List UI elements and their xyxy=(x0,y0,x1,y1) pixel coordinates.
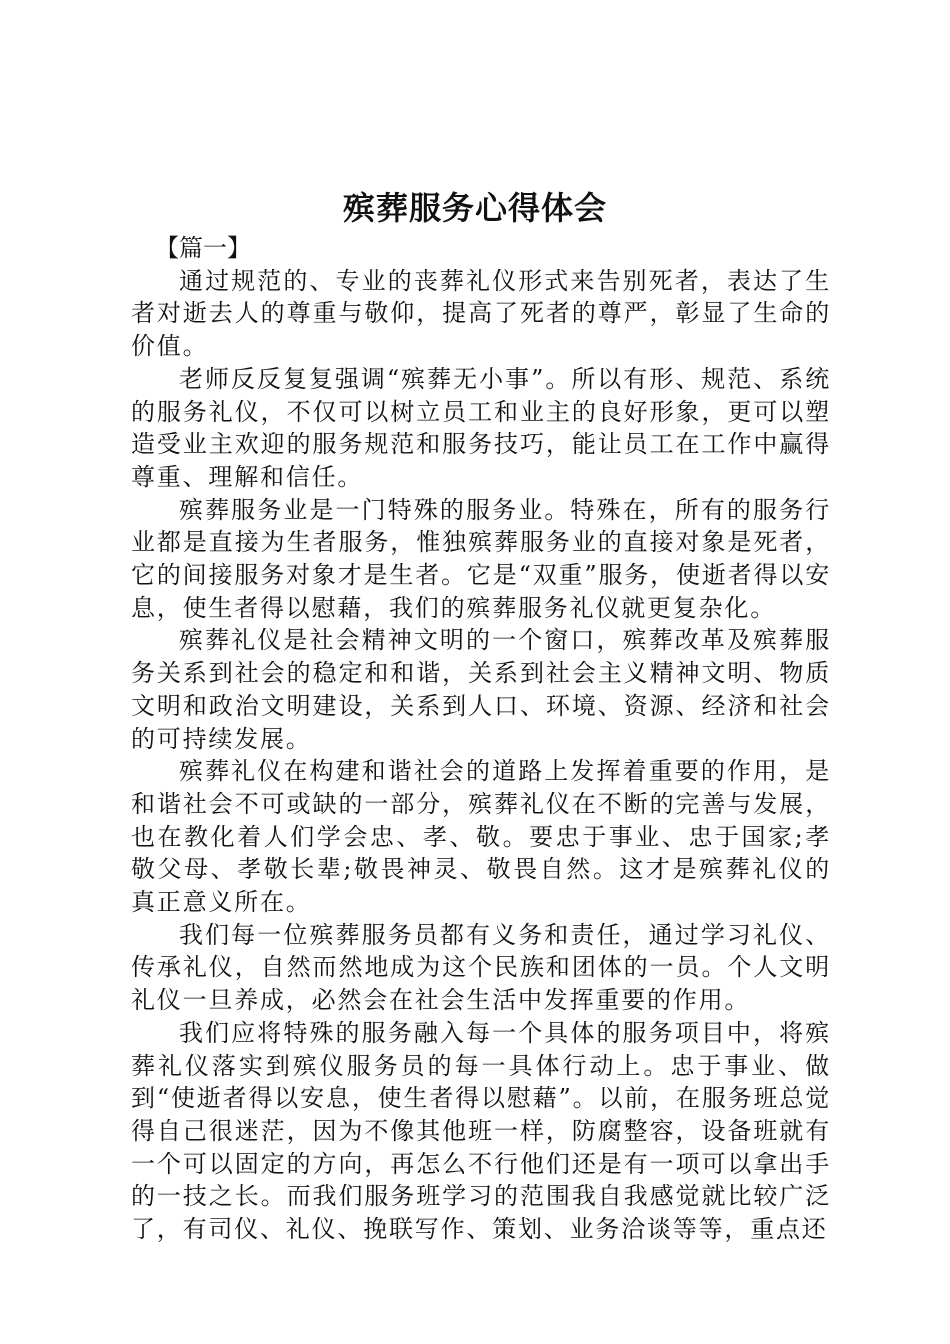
paragraph-5: 殡葬礼仪在构建和谐社会的道路上发挥着重要的作用，是和谐社会不可或缺的一部分，殡葬礼仪在不断的完善与发展，也在教化着人们学会忠、孝、敬。要忠于事业、忠于国家;孝敬父母、孝敬长辈;敬畏神灵、敬畏自然。这才是殡葬礼仪的真正意义所在。 xyxy=(131,757,831,917)
paragraph-4: 殡葬礼仪是社会精神文明的一个窗口，殡葬改革及殡葬服务关系到社会的稳定和和谐，关系到社会主义精神文明、物质文明和政治文明建设，关系到人口、环境、资源、经济和社会的可持续发展。 xyxy=(131,626,831,753)
paragraph-7: 我们应将特殊的服务融入每一个具体的服务项目中，将殡葬礼仪落实到殡仪服务员的每一具体行动上。忠于事业、做到“使逝者得以安息，使生者得以慰藉”。以前，在服务班总觉得自己很迷茫，因为不像其他班一样，防腐整容，设备班就有一个可以固定的方向，再怎么不行他们还是有一项可以拿出手的一技之长。而我们服务班学习的范围我自我感觉就比较广泛了，有司仪、礼仪、挽联写作、策划、业务洽谈等等，重点还 xyxy=(131,1018,831,1244)
document-body xyxy=(131,232,831,1246)
document-title: 殡葬服务心得体会 xyxy=(342,189,607,227)
paragraph-1: 通过规范的、专业的丧葬礼仪形式来告别死者，表达了生者对逝去人的尊重与敬仰，提高了死者的尊严，彰显了生命的价值。 xyxy=(131,266,831,361)
paragraph-3: 殡葬服务业是一门特殊的服务业。特殊在，所有的服务行业都是直接为生者服务，惟独殡葬服务业的直接对象是死者，它的间接服务对象才是生者。它是“双重”服务，使逝者得以安息，使生者得以慰藉，我们的殡葬服务礼仪就更复杂化。 xyxy=(131,495,831,622)
paragraph-6: 我们每一位殡葬服务员都有义务和责任，通过学习礼仪、传承礼仪，自然而然地成为这个民族和团体的一员。个人文明礼仪一旦养成，必然会在社会生活中发挥重要的作用。 xyxy=(131,920,831,1015)
paragraph-2: 老师反反复复强调“殡葬无小事”。所以有形、规范、系统的服务礼仪，不仅可以树立员工和业主的良好形象，更可以塑造受业主欢迎的服务规范和服务技巧，能让员工在工作中赢得尊重、理解和信任。 xyxy=(131,364,831,491)
section-label: 【篇一】 xyxy=(155,234,251,262)
